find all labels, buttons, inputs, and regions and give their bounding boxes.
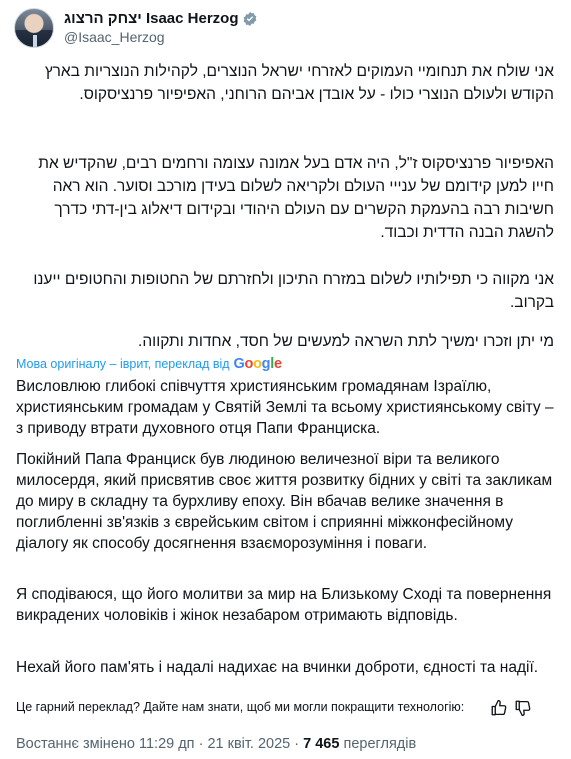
meta-separator: ·	[198, 736, 204, 752]
avatar[interactable]	[14, 8, 54, 48]
translation-feedback-prompt: Це гарний переклад? Дайте нам знати, щоб ми могли покращити технологію:	[16, 700, 465, 714]
views-count[interactable]: 7 465	[303, 736, 340, 752]
edited-label[interactable]: Востаннє змінено	[16, 736, 135, 752]
translation-notice[interactable]	[16, 356, 282, 372]
tweet-header	[14, 8, 258, 48]
thumbs-down-icon[interactable]	[514, 699, 532, 717]
tweet-meta	[16, 736, 416, 752]
verified-badge-icon[interactable]	[242, 11, 258, 27]
tweet-date[interactable]: 21 квіт. 2025	[207, 736, 291, 752]
tweet-translated-paragraph-4: Нехай його пам'ять і надалі надихає на вчинки доброти, єдності та надії.	[16, 659, 539, 676]
tweet-translated-paragraph-3: Я сподіваюся, що його молитви за мир на Близькому Сході та повернення викрадених чоловіків і жінок незабаром отримають відповідь.	[16, 586, 552, 624]
author-name-row[interactable]	[64, 9, 258, 28]
thumbs-up-icon[interactable]	[490, 699, 508, 717]
google-logo: Google	[233, 356, 282, 372]
translation-notice-text: Мова оригіналу – іврит, переклад від	[16, 357, 230, 371]
tweet-translated-paragraph-2: Покійний Папа Франциск був людиною величезної віри та великого милосердя, який присвятив своє життя розвитку бідних у світі та закликам до миру в складну та бурхливу епоху. Він вбачав велике значення в поглибленні зв'язків з єврейським світом і сприянні міжконфесійному діалогу як способу досягнення взаєморозуміння і поваги.	[16, 451, 553, 552]
tweet-time[interactable]: 11:29 дп	[138, 736, 195, 752]
meta-separator-2: ·	[294, 736, 300, 752]
tweet-hebrew-paragraph-3: אני מקווה כי תפילותיו לשלום במזרח התיכון ולחזרתם של החטופות והחטופים ייענו בקרוב.	[33, 271, 554, 311]
tweet-translated-paragraph-1: Висловлюю глибокі співчуття християнським громадянам Ізраїлю, християнським громадам у Святій Землі та всьому християнському світу – з приводу втрати духовного отця Папи Франциска.	[16, 378, 554, 437]
author-name[interactable]: Isaac Herzog	[145, 10, 239, 27]
tweet-hebrew-paragraph-1: אני שולח את תנחומיי העמוקים לאזרחי ישראל הנוצרים, לקהילות הנוצריות בארץ הקודש ולעולם הנוצרי כולו - על אובדן אביהם הרוחני, האפיפיור פרנציסקוס.	[44, 63, 554, 103]
author-handle[interactable]: @Isaac_Herzog	[64, 29, 165, 45]
tweet-hebrew-paragraph-2: האפיפיור פרנציסקוס ז"ל, היה אדם בעל אמונה עצומה ורחמים רבים, שהקדיש את חייו למען קידומם של ענייי העולם ולקריאה לשלום בעידן מורכב וסוער. הוא ראה חשיבות רבה בהעמקת הקשרים עם העולם היהודי ובקידום דיאלוג בין-דתי כדרך להשגת הבנה הדדית וכבוד.	[38, 155, 554, 241]
tweet-hebrew-paragraph-4: מי יתן וזכרו ימשיך לתת השראה למעשים של חסד, אחדות ותקווה.	[138, 333, 554, 350]
author-name-hebrew[interactable]: יצחק הרצוג	[64, 10, 142, 27]
author-names	[64, 9, 258, 47]
views-label: переглядів	[343, 736, 417, 752]
